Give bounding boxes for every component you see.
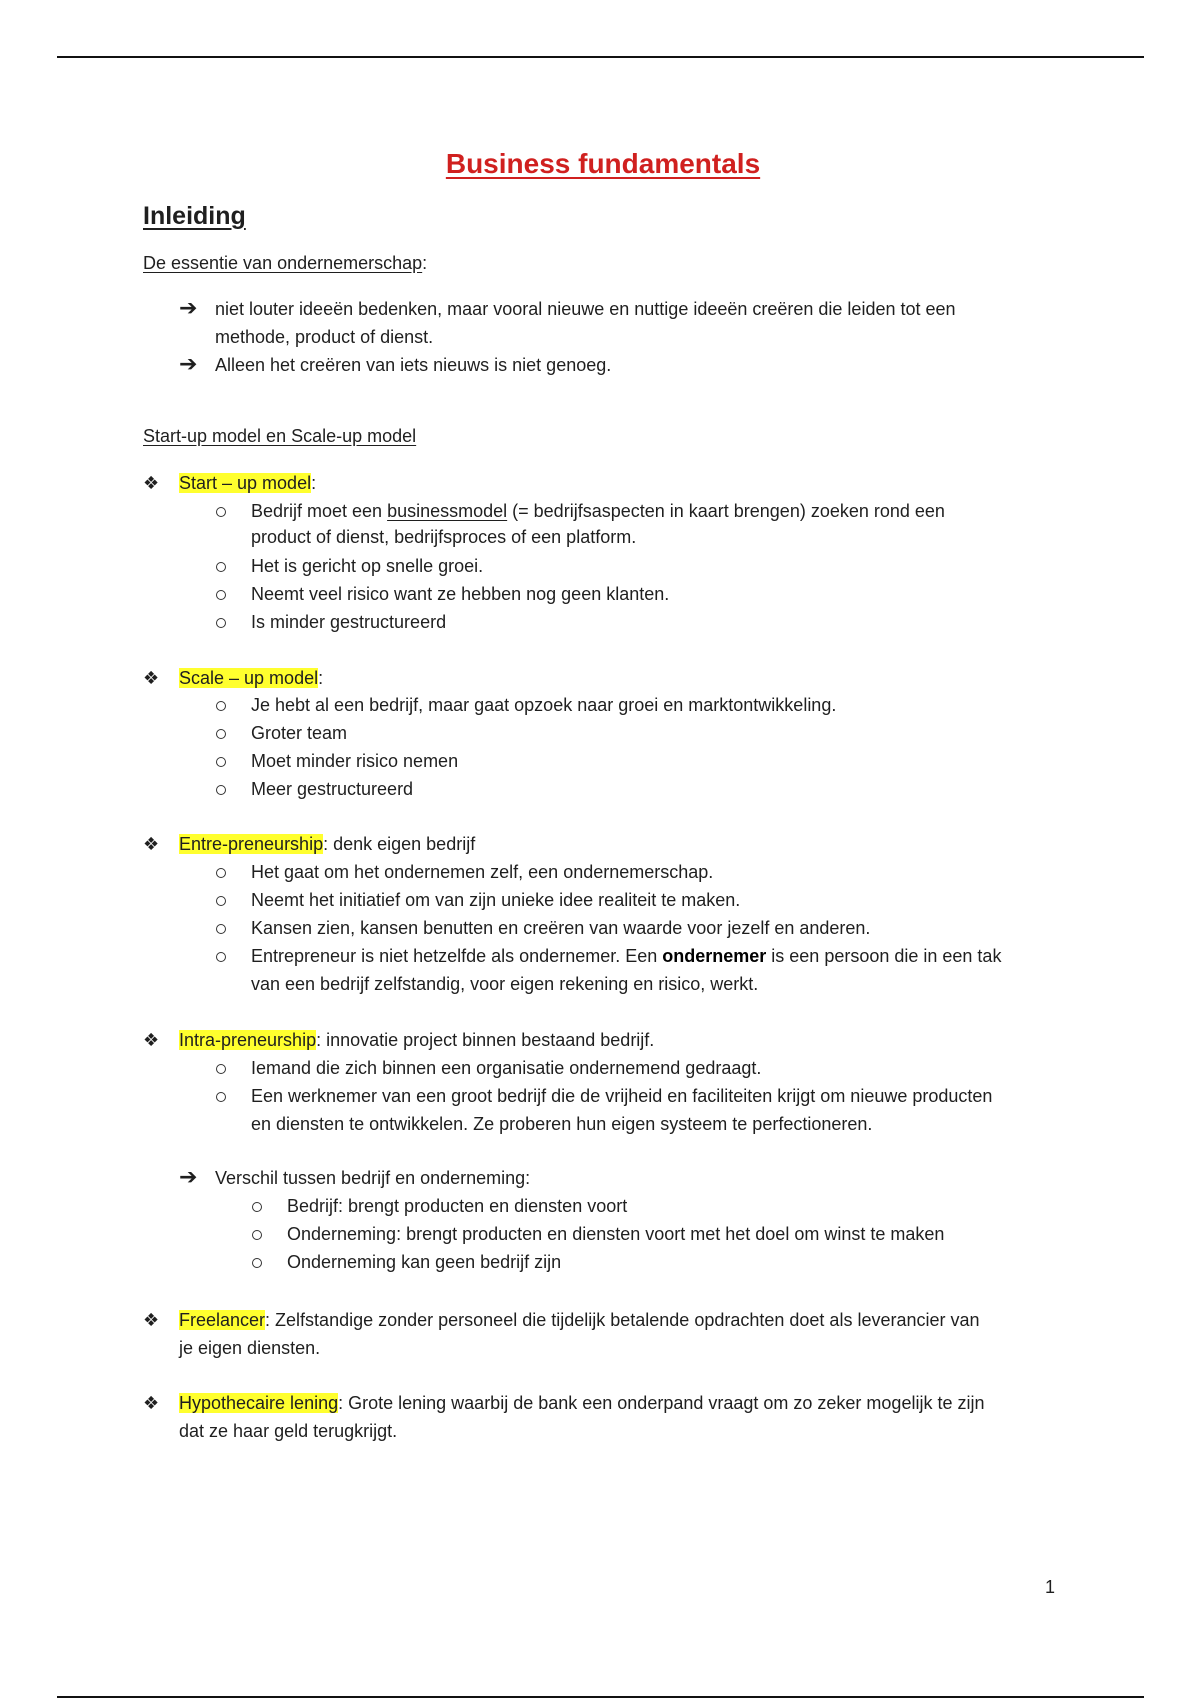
verschil-bullet-1: Bedrijf: brengt producten en diensten voort [287,1196,628,1216]
scaleup-term-line: Scale – up model: [179,668,324,688]
entre-bullet-1: Het gaat om het ondernemen zelf, een ondernemerschap. [251,862,714,882]
arrow-right-icon: ➔ [179,1164,198,1189]
entre-bullet-3: Kansen zien, kansen benutten en creëren van waarde voor jezelf en anderen. [251,918,871,938]
entre-bullet-4-cont: van een bedrijf zelfstandig, voor eigen rekening en risico, werkt. [251,974,759,994]
intra-bullet-1: Iemand die zich binnen een organisatie ondernemend gedraagt. [251,1058,762,1078]
hypo-term: Hypothecaire lening [179,1393,339,1413]
diamond-bullet-icon: ❖ [143,473,160,493]
diamond-bullet-icon: ❖ [143,668,160,688]
scaleup-bullet-1: Je hebt al een bedrijf, maar gaat opzoek naar groei en marktontwikkeling. [251,695,837,715]
circle-bullet-icon [216,896,226,906]
diamond-bullet-icon: ❖ [143,1310,160,1330]
circle-bullet-icon [216,507,226,517]
startup-bullet-3: Neemt veel risico want ze hebben nog geen klanten. [251,584,670,604]
document-title: Business fundamentals [445,148,761,179]
circle-bullet-icon [216,952,226,962]
freelancer-line: Freelancer: Zelfstandige zonder personeel die tijdelijk betalende opdrachten doet als leverancier van [179,1310,980,1330]
diamond-bullet-icon: ❖ [143,834,160,854]
circle-bullet-icon [216,1064,226,1074]
circle-bullet-icon [216,590,226,600]
hypo-line: Hypothecaire lening: Grote lening waarbij de bank een onderpand vraagt om zo zeker mogelijk te zijn [179,1393,985,1413]
entre-bullet-4: Entrepreneur is niet hetzelfde als ondernemer. Een ondernemer is een persoon die in een tak [251,946,1002,966]
startup-term-line: Start – up model: [179,473,317,493]
circle-bullet-icon [252,1202,262,1212]
essentie-label: De essentie van ondernemerschap: [143,253,428,273]
circle-bullet-icon [216,785,226,795]
freelancer-line-cont: je eigen diensten. [179,1338,321,1358]
intra-term: Intra-preneurship [179,1030,317,1050]
circle-bullet-icon [216,868,226,878]
scaleup-bullet-4: Meer gestructureerd [251,779,414,799]
page-number: 1 [1045,1577,1056,1597]
circle-bullet-icon [216,618,226,628]
models-label: Start-up model en Scale-up model [143,426,417,446]
essentie-point-1: niet louter ideeën bedenken, maar vooral nieuwe en nuttige ideeën creëren die leiden tot een [215,299,956,319]
essentie-point-1-cont: methode, product of dienst. [215,327,434,347]
entre-term: Entre-preneurship [179,834,324,854]
circle-bullet-icon [216,1092,226,1102]
entre-term-line: Entre-preneurship: denk eigen bedrijf [179,834,476,854]
hypo-line-cont: dat ze haar geld terugkrijgt. [179,1421,398,1441]
circle-bullet-icon [216,924,226,934]
circle-bullet-icon [216,701,226,711]
verschil-bullet-2: Onderneming: brengt producten en diensten voort met het doel om winst te maken [287,1224,945,1244]
verschil-bullet-3: Onderneming kan geen bedrijf zijn [287,1252,562,1272]
arrow-right-icon: ➔ [179,351,198,376]
scaleup-bullet-3: Moet minder risico nemen [251,751,459,771]
essentie-point-2: Alleen het creëren van iets nieuws is niet genoeg. [215,355,612,375]
scaleup-bullet-2: Groter team [251,723,348,743]
startup-bullet-4: Is minder gestructureerd [251,612,447,632]
circle-bullet-icon [252,1230,262,1240]
scaleup-term: Scale – up model [179,668,319,688]
verschil-label: Verschil tussen bedrijf en onderneming: [215,1168,531,1188]
footer-rule [57,1696,1144,1698]
freelancer-term: Freelancer [179,1310,266,1330]
section-heading: Inleiding [143,202,246,230]
diamond-bullet-icon: ❖ [143,1393,160,1413]
intra-bullet-2: Een werknemer van een groot bedrijf die de vrijheid en faciliteiten krijgt om nieuwe producten [251,1086,993,1106]
intra-term-line: Intra-preneurship: innovatie project binnen bestaand bedrijf. [179,1030,655,1050]
circle-bullet-icon [252,1258,262,1268]
diamond-bullet-icon: ❖ [143,1030,160,1050]
entre-bullet-2: Neemt het initiatief om van zijn unieke idee realiteit te maken. [251,890,741,910]
startup-term: Start – up model [179,473,312,493]
startup-bullet-2: Het is gericht op snelle groei. [251,556,484,576]
startup-bullet-1: Bedrijf moet een businessmodel (= bedrijfsaspecten in kaart brengen) zoeken rond een [251,501,945,521]
circle-bullet-icon [216,562,226,572]
intra-bullet-2-cont: en diensten te ontwikkelen. Ze proberen hun eigen systeem te perfectioneren. [251,1114,873,1134]
header-rule [57,56,1144,58]
startup-bullet-1-cont: product of dienst, bedrijfsproces of een platform. [251,527,637,547]
circle-bullet-icon [216,729,226,739]
circle-bullet-icon [216,757,226,767]
arrow-right-icon: ➔ [179,295,198,320]
